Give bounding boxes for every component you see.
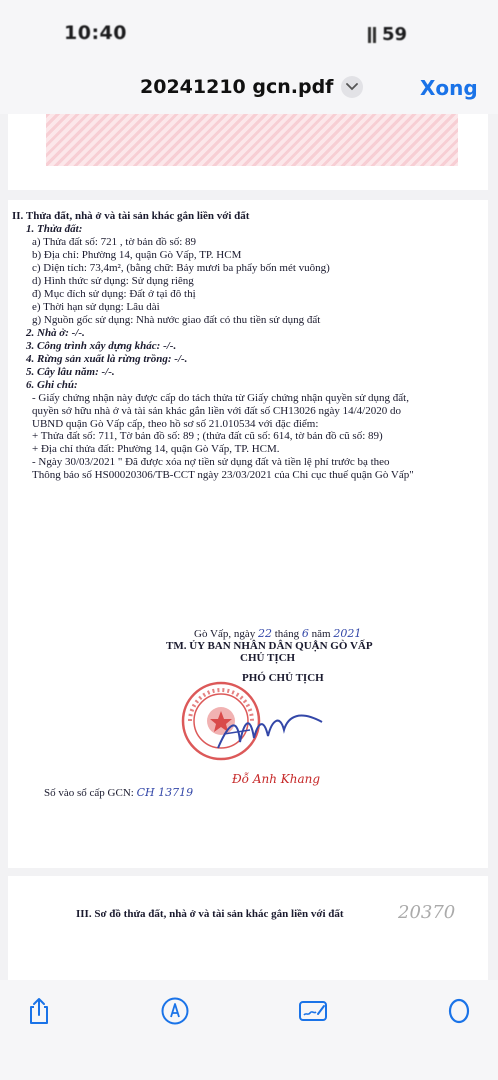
sign-vice-chairman: PHÓ CHỦ TỊCH [242,672,324,684]
document-line: quyền sở hữu nhà ở và tài sản khác gắn liền với đất số CH13026 ngày 14/4/2020 do [32,404,401,417]
nav-bar [0,60,498,114]
document-title-menu[interactable] [140,76,363,98]
sign-month: 6 [301,627,309,640]
annotate-icon[interactable] [298,996,328,1026]
status-bar [0,0,498,60]
document-line: UBND quận Gò Vấp cấp, theo hồ sơ số 21.010534 với đặc điểm: [32,417,319,430]
document-line: 4. Rừng sản xuất là rừng trồng: -/-. [26,352,188,365]
registration-value: CH 13719 [136,786,194,799]
document-line: a) Thửa đất số: 721 , tờ bản đồ số: 89 [32,235,197,248]
sign-organization: TM. ỦY BAN NHÂN DÂN QUẬN GÒ VẤP [166,640,373,652]
share-icon[interactable] [24,996,54,1026]
sign-month-label: tháng [274,628,300,640]
sign-chairman: CHỦ TỊCH [240,652,296,664]
document-line: - Ngày 30/03/2021 " Đã được xóa nợ tiền sử dụng đất và tiền lệ phí trước bạ theo [32,456,390,469]
pdf-page-next[interactable] [8,876,488,980]
document-line: 1. Thửa đất: [26,222,83,235]
markup-icon[interactable] [160,996,190,1026]
next-page-number: 20370 [398,902,456,923]
pdf-page-previous[interactable] [8,114,488,190]
status-icons [368,24,407,45]
sign-year: 2021 [333,627,362,640]
signature-icon [210,700,330,760]
decorative-border [46,114,458,166]
done-button[interactable]: Xong [420,76,478,100]
document-line: + Thửa đất số: 711, Tờ bản đồ số: 89 ; (thửa đất cũ số: 614, tờ bản đồ cũ số: 89) [32,430,383,443]
next-page-title: III. Sơ đồ thửa đất, nhà ở và tài sản khác gắn liền với đất [76,908,344,920]
document-title: 20241210 gcn.pdf [140,76,334,98]
document-line: c) Diện tích: 73,4m², (bằng chữ: Bảy mươi ba phẩy bốn mét vuông) [32,261,330,274]
status-time: 10:40 [64,22,127,44]
document-line: e) Thời hạn sử dụng: Lâu dài [32,300,160,313]
document-line: - Giấy chứng nhận này được cấp do tách thửa từ Giấy chứng nhận quyền sử dụng đất, [32,391,409,404]
document-line: d) Hình thức sử dụng: Sử dụng riêng [32,274,194,287]
signer-name: Đỗ Anh Khang [232,772,321,786]
search-icon[interactable] [444,996,474,1026]
sign-date-prefix: Gò Vấp, ngày [194,628,256,640]
registration-label: Số vào sổ cấp GCN: [44,787,134,799]
sign-date [194,627,361,640]
document-line: g) Nguồn gốc sử dụng: Nhà nước giao đất có thu tiền sử dụng đất [32,313,321,326]
document-line: 5. Cây lâu năm: -/-. [26,365,115,378]
document-line: + Địa chỉ thửa đất: Phường 14, quận Gò Vấp, TP. HCM. [32,443,280,456]
bottom-toolbar [0,980,498,1080]
document-body [12,210,452,482]
document-line: Thông báo số HS00020306/TB-CCT ngày 23/03/2021 của Chi cục thuế quận Gò Vấp" [32,469,414,482]
battery-level: 59 [382,24,408,45]
document-line: b) Địa chỉ: Phường 14, quận Gò Vấp, TP. HCM [32,248,242,261]
sign-day: 22 [257,627,272,640]
document-line: 6. Ghi chú: [26,378,78,391]
document-line: 3. Công trình xây dựng khác: -/-. [26,339,177,352]
document-line: II. Thửa đất, nhà ở và tài sản khác gắn liền với đất [12,210,250,222]
document-line: đ) Mục đích sử dụng: Đất ở tại đô thị [32,287,196,300]
registration-number [44,786,193,799]
chevron-down-icon[interactable] [341,76,363,98]
signal-icon [368,27,376,43]
document-line: 2. Nhà ở: -/-. [26,326,85,339]
sign-year-label: năm [311,628,331,640]
